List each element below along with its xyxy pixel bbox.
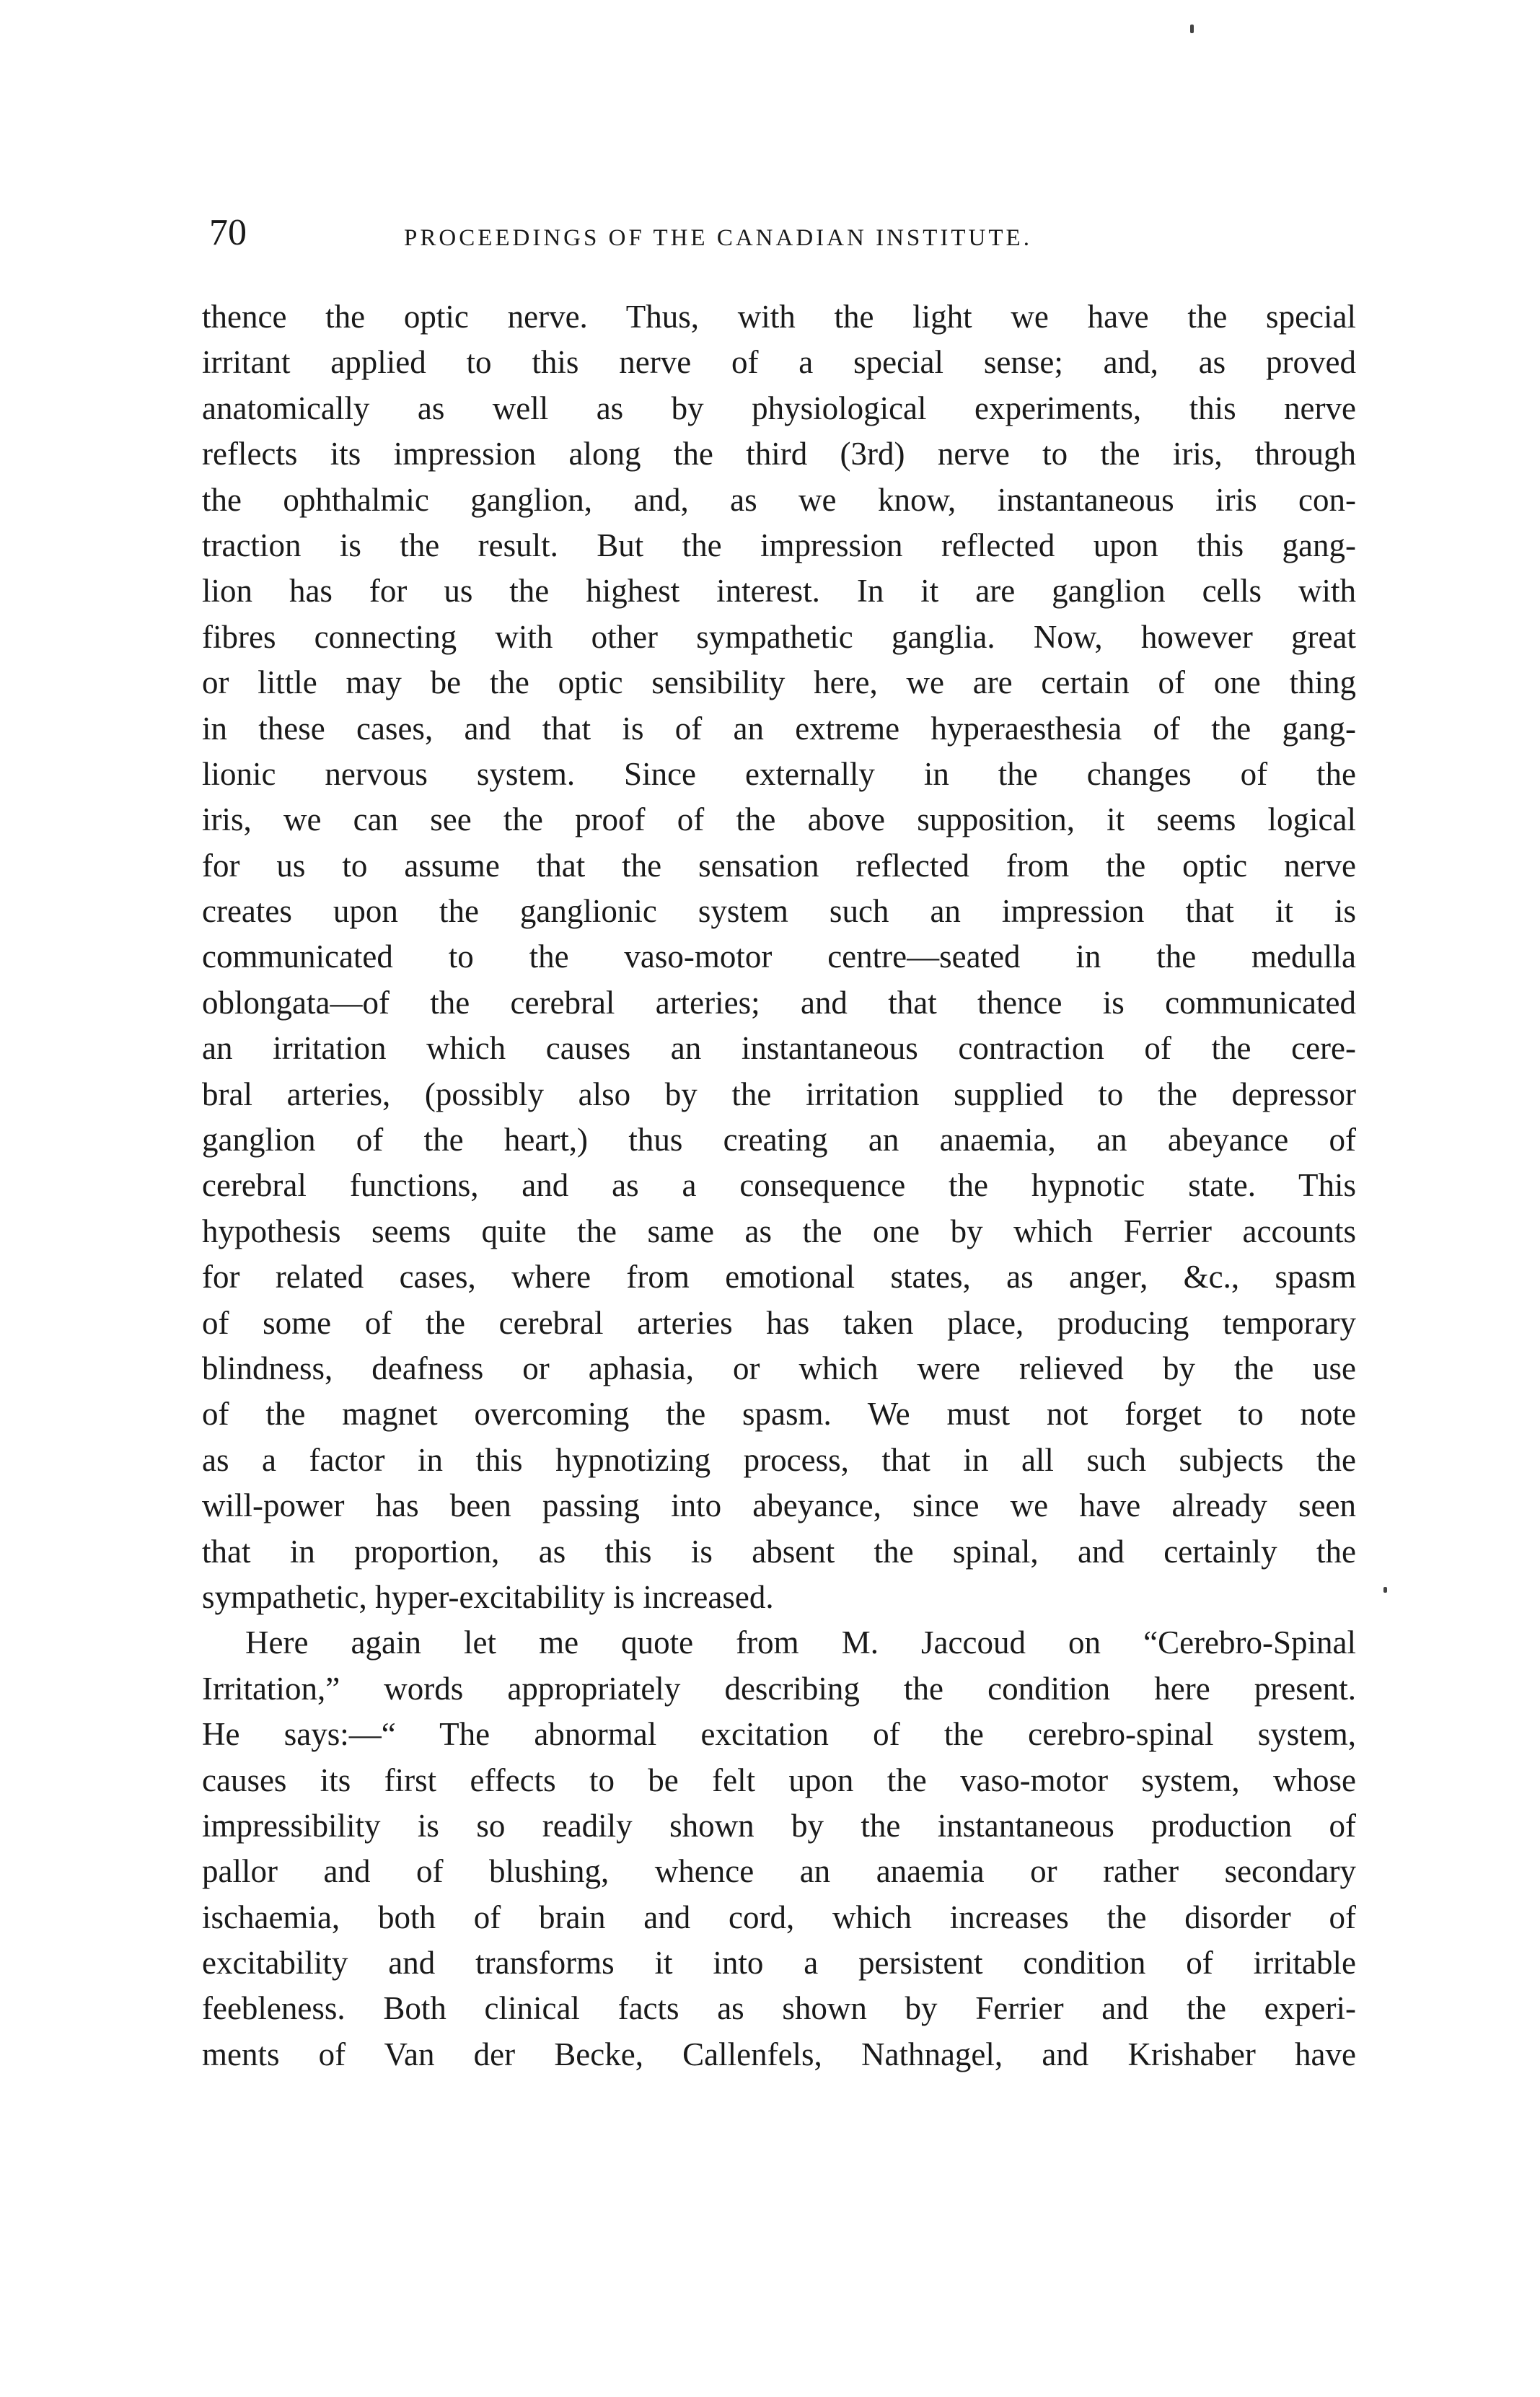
text-line: impressibility is so readily shown by the instantaneous production of	[202, 1807, 1356, 1844]
text-line: an irritation which causes an instantaneous contraction of the cere-	[202, 1030, 1356, 1067]
text-line: ischaemia, both of brain and cord, which increases the disorder of	[202, 1899, 1356, 1935]
text-line: traction is the result. But the impression reflected upon this gang-	[202, 527, 1356, 563]
text-line: lion has for us the highest interest. In it are ganglion cells with	[202, 573, 1356, 610]
text-line: or little may be the optic sensibility here, we are certain of one thing	[202, 664, 1356, 701]
text-line: irritant applied to this nerve of a special sense; and, as proved	[202, 344, 1356, 381]
text-line: cerebral functions, and as a consequence the hypnotic state. This	[202, 1167, 1356, 1204]
text-line: of the magnet overcoming the spasm. We must not forget to note	[202, 1396, 1356, 1433]
text-line: blindness, deafness or aphasia, or which were relieved by the use	[202, 1350, 1356, 1386]
text-line: creates upon the ganglionic system such an impression that it is	[202, 893, 1356, 930]
text-line: lionic nervous system. Since externally in the changes of the	[202, 755, 1356, 792]
text-line: iris, we can see the proof of the above supposition, it seems logical	[202, 801, 1356, 838]
text-line: bral arteries, (possibly also by the irritation supplied to the depressor	[202, 1076, 1356, 1112]
text-line: feebleness. Both clinical facts as shown by Ferrier and the experi-	[202, 1990, 1356, 2027]
text-line: of some of the cerebral arteries has taken place, producing temporary	[202, 1304, 1356, 1341]
text-line: Here again let me quote from M. Jaccoud on “Cerebro-Spinal	[245, 1624, 1356, 1661]
page-number: 70	[209, 212, 247, 253]
text-line: fibres connecting with other sympathetic ganglia. Now, however great	[202, 618, 1356, 655]
margin-mark	[1190, 25, 1194, 33]
text-line: ganglion of the heart,) thus creating an anaemia, an abeyance of	[202, 1122, 1356, 1158]
text-line: reflects its impression along the third (3rd) nerve to the iris, through	[202, 436, 1356, 472]
text-line: thence the optic nerve. Thus, with the light we have the special	[202, 299, 1356, 335]
text-line: as a factor in this hypnotizing process, that in all such subjects the	[202, 1441, 1356, 1478]
text-line: causes its first effects to be felt upon the vaso-motor system, whose	[202, 1762, 1356, 1798]
text-line: excitability and transforms it into a persistent condition of irritable	[202, 1945, 1356, 1982]
text-line: oblongata—of the cerebral arteries; and that thence is communicated	[202, 984, 1356, 1021]
text-line: in these cases, and that is of an extreme hyperaesthesia of the gang-	[202, 710, 1356, 747]
page-header	[209, 208, 1349, 258]
text-line: the ophthalmic ganglion, and, as we know, instantaneous iris con-	[202, 481, 1356, 518]
text-line: communicated to the vaso-motor centre—seated in the medulla	[202, 938, 1356, 975]
text-line: ments of Van der Becke, Callenfels, Nathnagel, and Krishaber have	[202, 2036, 1356, 2072]
text-line: hypothesis seems quite the same as the one by which Ferrier accounts	[202, 1213, 1356, 1249]
text-line: that in proportion, as this is absent the spinal, and certainly the	[202, 1533, 1356, 1570]
text-line: sympathetic, hyper-excitability is increased.	[202, 1578, 774, 1615]
running-head: PROCEEDINGS OF THE CANADIAN INSTITUTE.	[404, 225, 1032, 251]
body-text	[202, 294, 1356, 2077]
margin-mark	[1383, 1587, 1387, 1593]
text-line: will-power has been passing into abeyance, since we have already seen	[202, 1487, 1356, 1524]
text-line: for us to assume that the sensation reflected from the optic nerve	[202, 847, 1356, 884]
text-line: He says:—“ The abnormal excitation of the cerebro-spinal system,	[202, 1716, 1356, 1753]
text-line: Irritation,” words appropriately describing the condition here present.	[202, 1670, 1356, 1707]
text-line: anatomically as well as by physiological experiments, this nerve	[202, 390, 1356, 426]
text-line: pallor and of blushing, whence an anaemia or rather secondary	[202, 1853, 1356, 1890]
text-line: for related cases, where from emotional states, as anger, &c., spasm	[202, 1259, 1356, 1296]
